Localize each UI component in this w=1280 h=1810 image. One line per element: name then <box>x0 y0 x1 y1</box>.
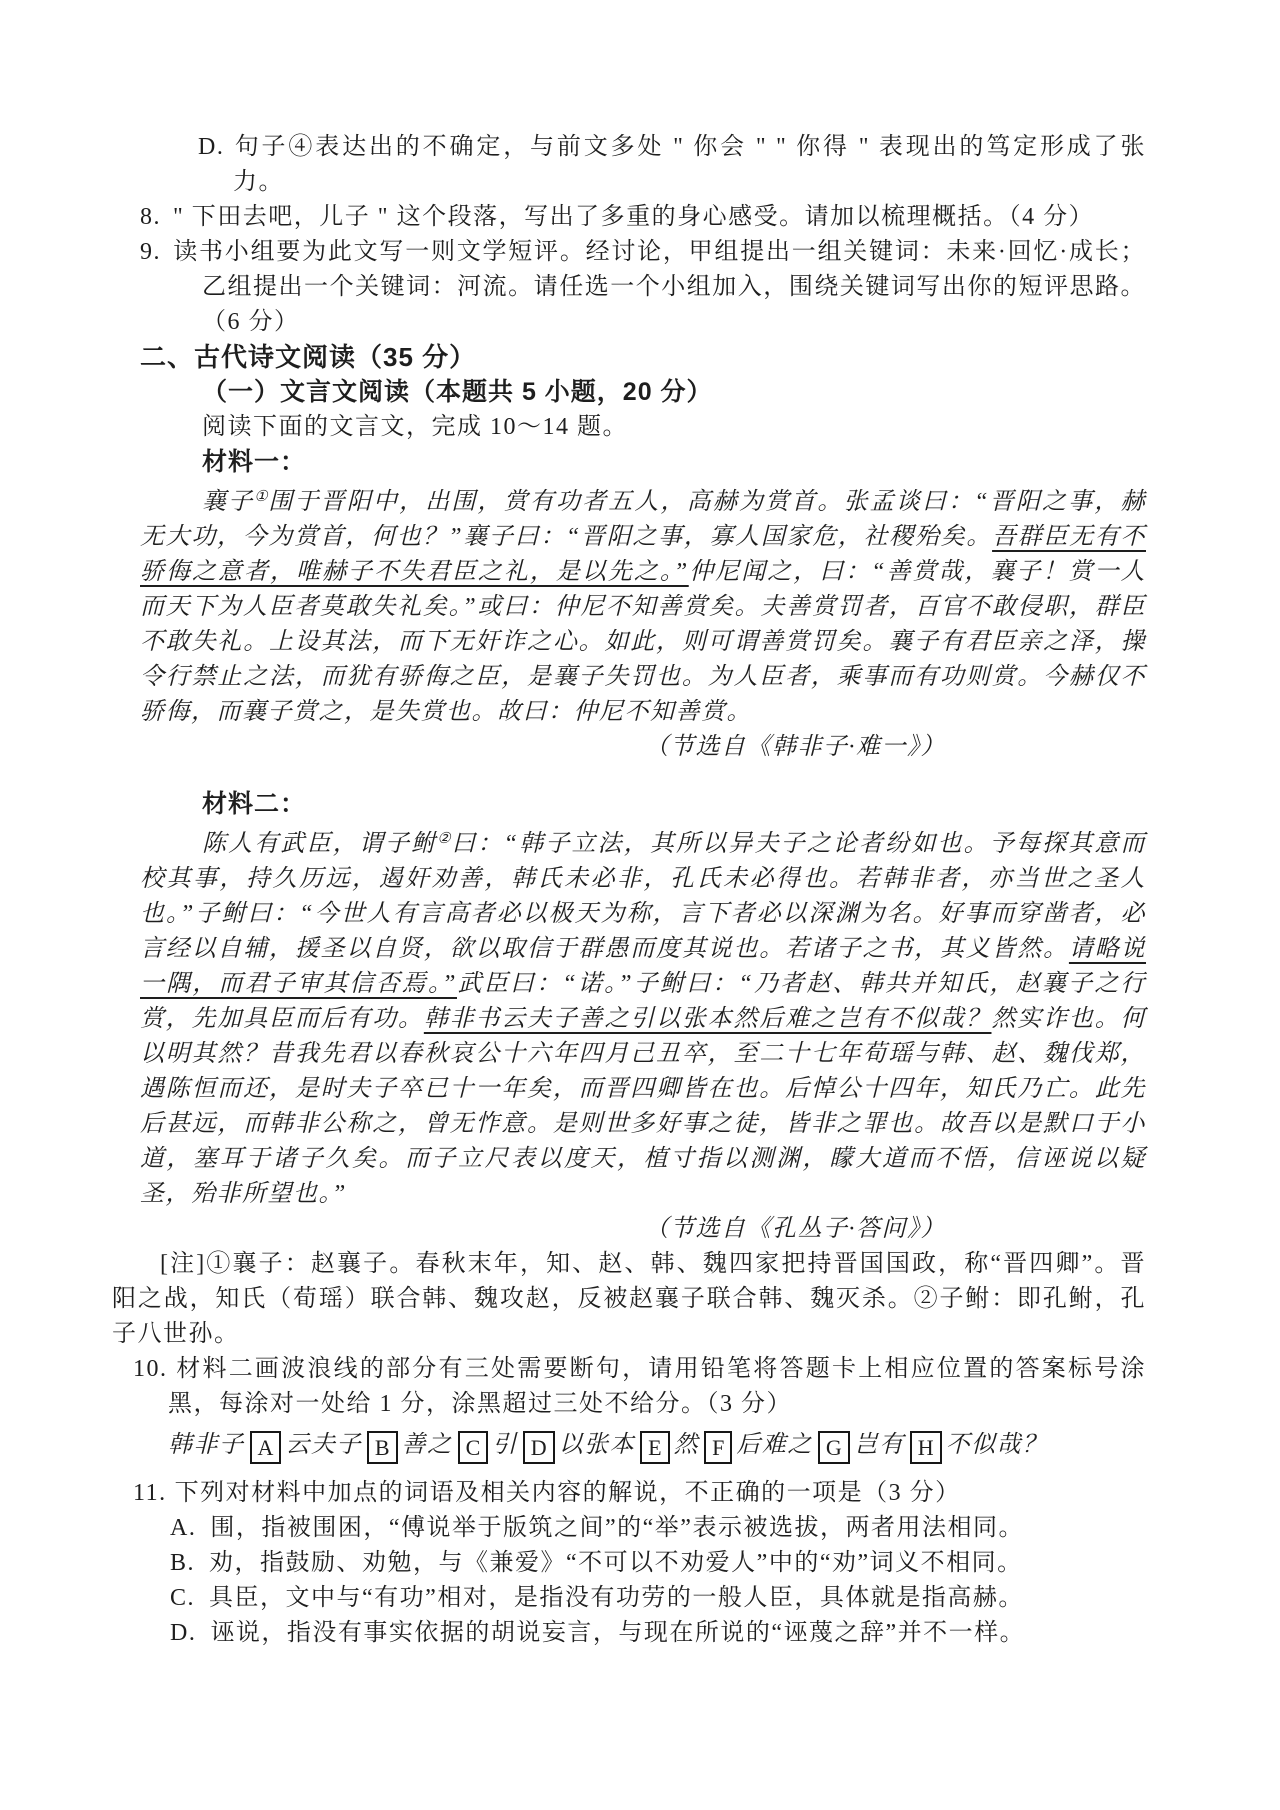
option-label: D. <box>170 1620 197 1646</box>
answer-mark-c: C <box>458 1431 489 1464</box>
option-label: D. <box>198 134 225 160</box>
answer-mark-g: G <box>818 1431 850 1464</box>
passage-text: 陈人有武臣，谓子鲋 <box>202 831 438 857</box>
break-sentence-text: 引 <box>492 1432 518 1458</box>
question-number: 11. <box>133 1480 167 1506</box>
reading-instruction: 阅读下面的文言文，完成 10～14 题。 <box>202 414 628 440</box>
section-heading: 二、古代诗文阅读（35 分） <box>140 342 477 372</box>
break-sentence-text: 善之 <box>401 1432 453 1458</box>
option-text: 诬说，指没有事实依据的胡说妄言，与现在所说的“诬蔑之辞”并不一样。 <box>210 1620 1026 1646</box>
break-sentence-text: 后难之 <box>736 1432 813 1458</box>
option-label: B. <box>170 1550 196 1576</box>
carryover-option-d <box>140 130 1146 200</box>
option-text: 具臣，文中与“有功”相对，是指没有功劳的一般人臣，具体就是指高赫。 <box>209 1585 1024 1611</box>
option-label: A. <box>170 1515 197 1541</box>
question-10-break-sentence <box>140 1428 1146 1464</box>
question-number: 10. <box>133 1356 168 1382</box>
wavy-underlined-text: 韩非书云夫子善之引以张本然后难之岂有不似哉？ <box>423 1006 992 1032</box>
question-number: 9. <box>140 239 161 265</box>
passage-text: 武臣曰：“诺。”子鲋曰：“乃者赵、韩共并知氏，赵襄子之行赏，先加具臣而后有功。 <box>140 971 1146 1032</box>
passage-text: 围于晋阳中，出围，赏有功者五人，高赫为赏首。张孟谈曰：“晋阳之事，赫无大功，今为赏首，何也？”襄子曰：“晋阳之事，寡人国家危，社稷殆矣。 <box>140 489 1146 550</box>
answer-mark-e: E <box>640 1431 669 1464</box>
question-11 <box>133 1476 1146 1511</box>
question-text: 下列对材料中加点的词语及相关内容的解说，不正确的一项是（3 分） <box>174 1480 961 1506</box>
option-c <box>140 1581 1146 1616</box>
material-2-label: 材料二： <box>202 790 307 818</box>
material-1-source: （节选自《韩非子·难一》） <box>644 734 946 760</box>
break-sentence-text: 以张本 <box>558 1432 636 1458</box>
option-b <box>140 1546 1146 1581</box>
passage-text: 仲尼闻之，曰：“善赏哉，襄子！赏一人而天下为人臣者莫敢失礼矣。”或曰：仲尼不知善赏矣。夫善赏罚者，百官不敢侵职，群臣不敢失礼。上设其法，而下无奸诈之心。如此，则可谓善赏罚矣。襄子有君臣亲之泽，操令行禁止之法，而犹有骄侮之臣，是襄子失罚也。为人臣者，乘事而有功则赏。今赫仅不骄侮，而襄子赏之，是失赏也。故曰：仲尼不知善赏。 <box>140 559 1146 725</box>
question-8 <box>140 200 1146 235</box>
break-sentence-text: 然 <box>673 1432 700 1458</box>
question-text: " 下田去吧，儿子 " 这个段落，写出了多重的身心感受。请加以梳理概括。（4 分） <box>173 204 1095 230</box>
option-text: 围，指被围困，“傅说举于版筑之间”的“举”表示被选拔，两者用法相同。 <box>210 1515 1024 1541</box>
exam-content <box>112 130 1147 1651</box>
question-text: 材料二画波浪线的部分有三处需要断句，请用铅笔将答题卡上相应位置的答案标号涂黑，每涂对一处给 1 分，涂黑超过三处不给分。（3 分） <box>168 1356 1146 1417</box>
option-label: C. <box>170 1585 196 1611</box>
break-sentence-text: 云夫子 <box>285 1432 362 1458</box>
option-text: 句子④表达出的不确定，与前文多处 " 你会 " " 你得 " 表现出的笃定形成了张力。 <box>233 134 1146 195</box>
question-text: 读书小组要为此文写一则文学短评。经讨论，甲组提出一组关键词：未来·回忆·成长；乙组提出一个关键词：河流。请任选一个小组加入，围绕关键词写出你的短评思路。（6 分） <box>173 239 1146 335</box>
material-1-passage <box>140 480 1146 730</box>
option-a <box>140 1511 1146 1546</box>
passage-text: 襄子 <box>202 489 255 515</box>
underlined-text: 请略说一隅，而君子审其信否焉。” <box>140 936 1147 997</box>
question-number: 8. <box>140 204 161 230</box>
option-text: 劝，指鼓励、劝勉，与《兼爱》“不可以不劝爱人”中的“劝”词义不相同。 <box>209 1550 1023 1576</box>
material-1-label: 材料一： <box>202 448 307 476</box>
material-2-source: （节选自《孔丛子·答问》） <box>644 1216 946 1242</box>
break-sentence-text: 不似哉？ <box>945 1432 1048 1458</box>
break-sentence-text: 韩非子 <box>168 1432 245 1458</box>
footnote-ref-2: ② <box>437 831 452 847</box>
answer-mark-h: H <box>910 1431 942 1464</box>
question-10 <box>133 1352 1146 1422</box>
answer-mark-d: D <box>523 1431 555 1464</box>
question-9 <box>140 235 1146 340</box>
footnote-ref-1: ① <box>254 489 269 505</box>
passage-text: 然实诈也。何以明其然？昔我先君以春秋哀公十六年四月己丑卒，至二十七年荀瑶与韩、赵、魏伐郑，遇陈恒而还，是时夫子卒已十一年矣，而晋四卿皆在也。后悼公十四年，知氏乃亡。此先后甚远，而韩非公称之，曾无怍意。是则世多好事之徒，皆非之罪也。故吾以是默口于小道，塞耳于诸子久矣。而子立尺表以度天，植寸指以测渊，矇大道而不悟，信诬说以疑圣，殆非所望也。” <box>140 1006 1146 1207</box>
subsection-heading: （一）文言文阅读（本题共 5 小题，20 分） <box>202 378 713 406</box>
answer-mark-f: F <box>704 1431 732 1464</box>
passage-text: 曰：“韩子立法，其所以异夫子之论者纷如也。予每探其意而校其事，持久历远，遏奸劝善，韩氏未必非，孔氏未必得也。若韩非者，亦当世之圣人也。”子鲋曰：“今世人有言高者必以极天为称，言下者必以深渊为名。好事而穿凿者，必言经以自辅，援圣以自贤，欲以取信于群愚而度其说也。若诸子之书，其义皆然。 <box>140 831 1146 962</box>
answer-mark-a: A <box>250 1431 282 1464</box>
option-d <box>140 1616 1146 1651</box>
answer-mark-b: B <box>367 1431 398 1464</box>
underlined-text: 吾群臣无有不骄侮之意者，唯赫子不失君臣之礼，是以先之。” <box>140 524 1146 585</box>
footnotes: [注]①襄子：赵襄子。春秋末年，知、赵、韩、魏四家把持晋国国政，称“晋四卿”。晋阳之战，知氏（荀瑶）联合韩、魏攻赵，反被赵襄子联合韩、魏灭杀。②子鲋：即孔鲋，孔子八世孙。 <box>112 1251 1146 1347</box>
material-2-passage <box>140 822 1146 1212</box>
break-sentence-text: 岂有 <box>853 1432 905 1458</box>
